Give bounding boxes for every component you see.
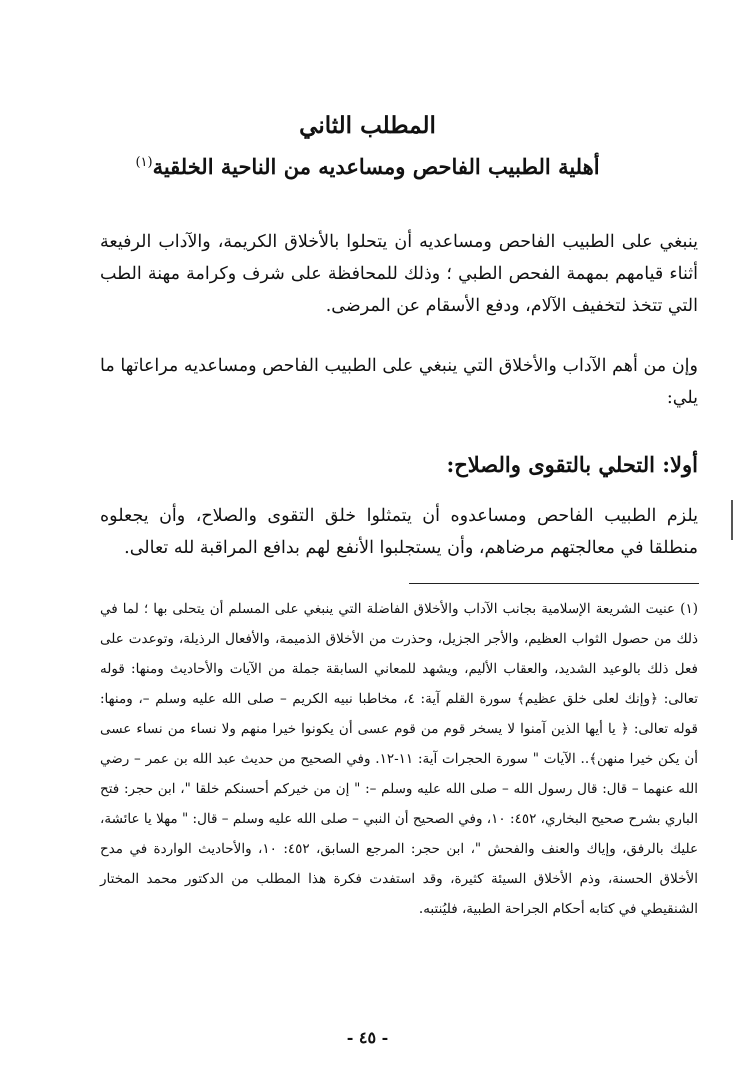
footnote-text: (١) عنيت الشريعة الإسلامية بجانب الآداب والأخلاق الفاضلة التي ينبغي على المسلم أن يتحلى بها ؛ لما في ذلك من حصول الثواب العظيم، والأجر الجزيل، وحذرت من الأخلاق الذميمة، والأفعال الرذيلة، وتوعدت على فعل ذلك بالوعيد الشديد، والعقاب الأليم، ويشهد للمعاني السابقة جملة من الآيات والأحاديث ومنها: قوله تعالى: ﴿وإنك لعلى خلق عظيم﴾ سورة القلم آية: ٤، مخاطبا نبيه الكريم – صلى الله عليه وسلم –، ومنها: قوله تعالى: ﴿ يا أيها الذين آمنوا لا يسخر قوم من قوم عسى أن يكونوا خيرا منهم ولا نساء من نساء عسى أن يكن خيرا منهن﴾.. الآيات " سورة الحجرات آية: ١١-١٢. وفي الصحيح من حديث عبد الله بن عمر – رضي الله عنهما – قال: قال رسول الله – صلى الله عليه وسلم –: " إن من خيركم أحسنكم خلقا "، ابن حجر: فتح الباري بشرح صحيح البخاري، ٤٥٢: ١٠، وفي الصحيح أن النبي – صلى الله عليه وسلم – قال: " مهلا يا عائشة، عليك بالرفق، وإياك والعنف والفحش "، ابن حجر: المرجع السابق، ٤٥٢: ١٠، والأحاديث الواردة في مدح الأخلاق الحسنة، وذم الأخلاق السيئة كثيرة، وقد استفدت فكرة هذا المطلب من الدكتور محمد المختار الشنقيطي في كتابه أحكام الجراحة الطبية، فليُنتبه. [100, 601, 699, 917]
paragraph-piety: يلزم الطبيب الفاحص ومساعدوه أن يتمثلوا خلق التقوى والصلاح، وأن يجعلوه منطلقا في معالجتهم مرضاهم، وأن يستجلبوا الأنفع لهم بدافع المراقبة لله تعالى. [100, 506, 698, 558]
paragraph-list-intro: وإن من أهم الآداب والأخلاق التي ينبغي على الطبيب الفاحص ومساعديه مراعاتها ما يلي: [100, 356, 698, 408]
paragraph-intro: ينبغي على الطبيب الفاحص ومساعديه أن يتحلوا بالأخلاق الكريمة، والآداب الرفيعة أثناء قيامهم بمهمة الفحص الطبي ؛ وذلك للمحافظة على شرف وكرامة مهنة الطب التي تتخذ لتخفيف الآلام، ودفع الأسقام عن المرضى. [100, 232, 698, 316]
subtitle-text: أهلية الطبيب الفاحص ومساعديه من الناحية الخلقية [152, 154, 600, 179]
scan-edge-mark [731, 500, 733, 540]
subsection-heading: أولا: التحلي بالتقوى والصلاح: [446, 452, 698, 477]
section-title: المطلب الثاني [299, 112, 436, 139]
footnote-marker[interactable]: (١) [135, 155, 153, 170]
page-number: - ٤٥ - [346, 1028, 389, 1047]
section-subtitle [0, 154, 735, 179]
footnote-separator [409, 583, 699, 584]
